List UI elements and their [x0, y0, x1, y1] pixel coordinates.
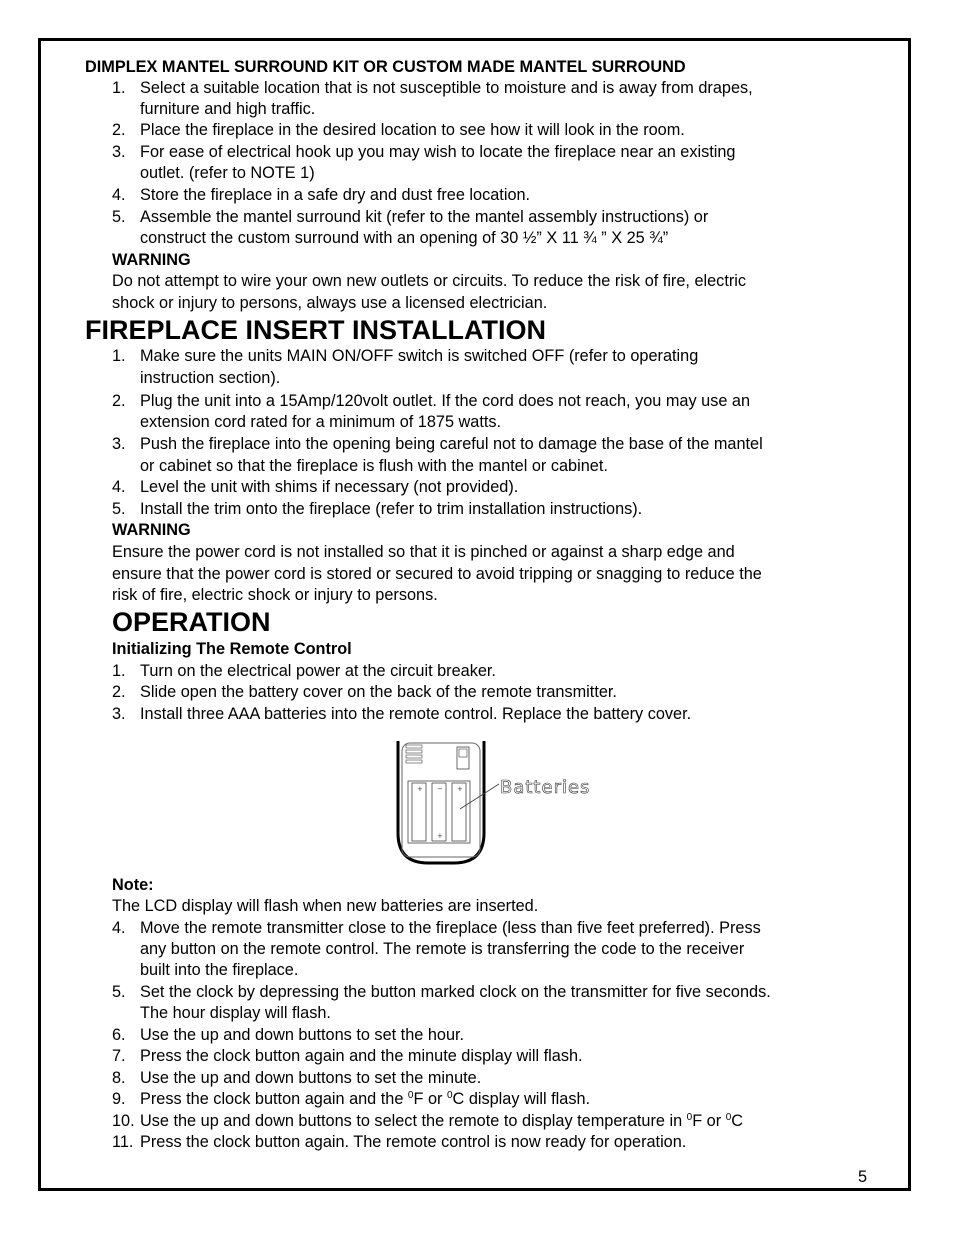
list-item-text: Make sure the units MAIN ON/OFF switch is switched OFF (refer to operating [140, 347, 699, 365]
note-text: The LCD display will flash when new batteries are inserted. [112, 897, 539, 915]
section-heading-installation: FIREPLACE INSERT INSTALLATION [85, 315, 546, 345]
svg-text:+: + [437, 832, 443, 840]
list-number: 2. [112, 683, 126, 701]
list-number: 1. [112, 347, 126, 365]
list-number: 9. [112, 1090, 126, 1108]
list-item-text: Use the up and down buttons to set the minute. [140, 1069, 482, 1087]
warning-text: risk of fire, electric shock or injury to persons. [112, 586, 438, 604]
text-segment: Use the up and down buttons to select the remote to display temperature in [140, 1112, 687, 1130]
list-item-text: Press the clock button again. The remote control is now ready for operation. [140, 1133, 687, 1151]
list-number: 6. [112, 1026, 126, 1044]
list-number: 4. [112, 186, 126, 204]
list-item-text: Assemble the mantel surround kit (refer to the mantel assembly instructions) or [140, 208, 709, 226]
list-item-text: extension cord rated for a minimum of 1875 watts. [140, 413, 502, 431]
list-number: 5. [112, 500, 126, 518]
list-item-text: Install three AAA batteries into the remote control. Replace the battery cover. [140, 705, 692, 723]
list-item-text: furniture and high traffic. [140, 100, 316, 118]
list-item-text: Set the clock by depressing the button marked clock on the transmitter for five seconds. [140, 983, 771, 1001]
list-item-text: Select a suitable location that is not susceptible to moisture and is away from drapes, [140, 79, 753, 97]
list-item-text: Use the up and down buttons to set the hour. [140, 1026, 465, 1044]
list-item-text: Plug the unit into a 15Amp/120volt outlet. If the cord does not reach, you may use an [140, 392, 751, 410]
list-item-text [140, 1111, 743, 1133]
list-item-text [140, 1089, 590, 1111]
list-item-text: outlet. (refer to NOTE 1) [140, 164, 315, 182]
section-heading-mantel: DIMPLEX MANTEL SURROUND KIT OR CUSTOM MADE MANTEL SURROUND [85, 58, 686, 76]
list-number: 3. [112, 435, 126, 453]
text-segment: F or [692, 1112, 726, 1130]
list-number: 11. [112, 1133, 134, 1151]
list-number: 8. [112, 1069, 126, 1087]
list-item-text: any button on the remote control. The remote is transferring the code to the receiver [140, 940, 745, 958]
list-number: 5. [112, 208, 126, 226]
list-item-text: The hour display will flash. [140, 1004, 331, 1022]
text-segment: C display will flash. [452, 1090, 591, 1108]
svg-text:+: + [457, 785, 463, 793]
list-number: 5. [112, 983, 126, 1001]
list-number: 7. [112, 1047, 126, 1065]
list-item-text: Turn on the electrical power at the circuit breaker. [140, 662, 496, 680]
subheading-remote: Initializing The Remote Control [112, 640, 352, 658]
list-item-text: Push the fireplace into the opening being careful not to damage the base of the mantel [140, 435, 763, 453]
degree-superscript: 0 [446, 1090, 453, 1101]
list-item-text: construct the custom surround with an opening of 30 ½” X 11 ¾ ” X 25 ¾” [140, 229, 669, 247]
list-number: 3. [112, 705, 126, 723]
text-segment: Press the clock button again and the [140, 1090, 408, 1108]
warning-text: Do not attempt to wire your own new outlets or circuits. To reduce the risk of fire, electric [112, 272, 747, 290]
list-item-text: Store the fireplace in a safe dry and dust free location. [140, 186, 531, 204]
list-item-text: Move the remote transmitter close to the fireplace (less than five feet preferred). Press [140, 919, 761, 937]
warning-text: ensure that the power cord is stored or secured to avoid tripping or snagging to reduce the [112, 565, 762, 583]
list-item-text: For ease of electrical hook up you may wish to locate the fireplace near an existing [140, 143, 736, 161]
svg-text:−: − [437, 785, 443, 793]
list-item-text: or cabinet so that the fireplace is flush with the mantel or cabinet. [140, 457, 608, 475]
list-item-text: Level the unit with shims if necessary (not provided). [140, 478, 519, 496]
list-item-text: Press the clock button again and the minute display will flash. [140, 1047, 583, 1065]
remote-battery-figure [396, 741, 596, 867]
list-number: 4. [112, 919, 126, 937]
warning-label: WARNING [112, 251, 191, 269]
page-number: 5 [858, 1168, 868, 1186]
note-label: Note: [112, 876, 154, 894]
degree-superscript: 0 [407, 1090, 414, 1101]
list-number: 2. [112, 392, 126, 410]
list-item-text: instruction section). [140, 369, 281, 387]
list-item-text: built into the fireplace. [140, 961, 299, 979]
list-item-text: Install the trim onto the fireplace (refer to trim installation instructions). [140, 500, 643, 518]
list-item-text: Place the fireplace in the desired location to see how it will look in the room. [140, 121, 685, 139]
warning-text: Ensure the power cord is not installed so that it is pinched or against a sharp edge and [112, 543, 735, 561]
warning-text: shock or injury to persons, always use a licensed electrician. [112, 294, 548, 312]
section-heading-operation: OPERATION [112, 607, 271, 637]
degree-superscript: 0 [686, 1112, 693, 1123]
warning-label: WARNING [112, 521, 191, 539]
list-number: 1. [112, 79, 126, 97]
list-number: 1. [112, 662, 126, 680]
list-item-text: Slide open the battery cover on the back of the remote transmitter. [140, 683, 617, 701]
text-segment: F or [413, 1090, 447, 1108]
list-number: 2. [112, 121, 126, 139]
text-segment: C [731, 1112, 744, 1130]
svg-text:+: + [417, 785, 423, 793]
list-number: 3. [112, 143, 126, 161]
degree-superscript: 0 [725, 1112, 732, 1123]
list-number: 10. [112, 1112, 135, 1130]
batteries-label: Batteries [500, 777, 591, 798]
list-number: 4. [112, 478, 126, 496]
